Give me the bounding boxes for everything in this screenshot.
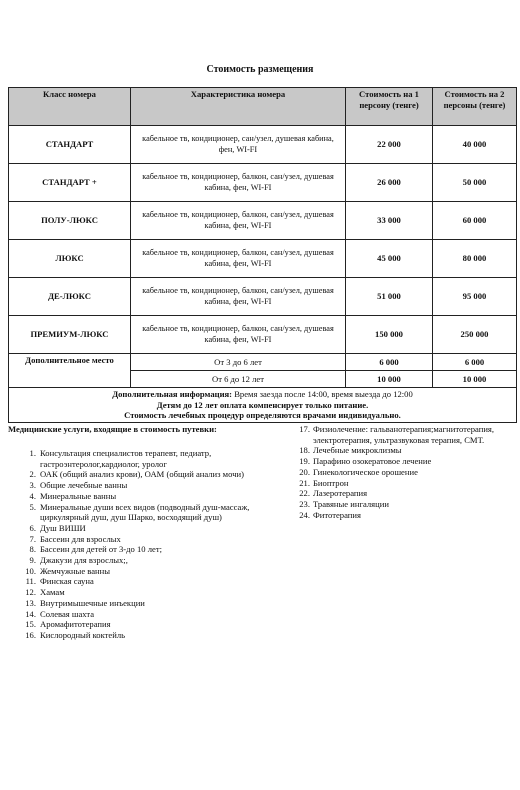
table-row-extra (9, 354, 517, 371)
item-text: ОАК (общий анализ крови), ОАМ (общий анализ мочи) (40, 469, 244, 480)
list-item (296, 424, 516, 445)
item-number: 3. (29, 480, 36, 491)
list-item (296, 510, 516, 521)
list-item (18, 609, 268, 620)
list-item (296, 456, 516, 467)
item-number: 9. (29, 555, 36, 566)
list-item (18, 576, 268, 587)
services-list-right (296, 424, 516, 520)
price-two: 60 000 (433, 202, 517, 240)
room-class: СТАНДАРТ + (9, 164, 131, 202)
table-row (9, 202, 517, 240)
extra-age: От 3 до 6 лет (131, 354, 346, 371)
item-number: 17. (299, 424, 310, 434)
room-features: кабельное тв, кондиционер, балкон, сан/узел, душевая кабина, фен, WI-FI (131, 202, 346, 240)
item-text: Бассеин для детей от 3-до 10 лет; (40, 544, 162, 555)
header-class: Класс номера (9, 88, 131, 126)
info-label: Дополнительная информация: (112, 389, 233, 399)
list-item (18, 448, 268, 469)
item-number: 15. (25, 619, 36, 630)
services-list-left (18, 448, 268, 641)
item-number: 12. (25, 587, 36, 598)
item-text: Фитотерапия (313, 509, 361, 520)
item-text: Аромафитотерапия (40, 619, 111, 630)
item-text: Финская сауна (40, 576, 94, 587)
extra-age: От 6 до 12 лет (131, 371, 346, 388)
room-features: кабельное тв, кондиционер, балкон, сан/узел, душевая кабина, фен, WI-FI (131, 240, 346, 278)
item-text: Бассеин для взрослых (40, 533, 121, 544)
item-text: Лазеротерапия (313, 488, 368, 499)
price-two: 250 000 (433, 316, 517, 354)
header-price-1: Стоимость на 1 персону (тенге) (346, 88, 433, 126)
item-number: 21. (299, 477, 310, 488)
list-item (18, 480, 268, 491)
list-item (18, 619, 268, 630)
table-row (9, 278, 517, 316)
header-features: Характеристика номера (131, 88, 346, 126)
item-text: Жемчужные ванны (40, 565, 111, 576)
room-class: ПРЕМИУМ-ЛЮКС (9, 316, 131, 354)
item-number: 24. (299, 509, 310, 520)
info-line-2: Детям до 12 лет оплата компенсирует только питание. (156, 399, 369, 410)
list-item (18, 566, 268, 577)
item-number: 20. (299, 466, 310, 477)
info-row (9, 388, 517, 423)
item-text: Хамам (40, 587, 65, 598)
services-heading: Медицинские услуги, входящие в стоимость путевки: (8, 424, 217, 434)
page-title: Стоимость размещения (206, 64, 314, 75)
room-class: ДЕ-ЛЮКС (9, 278, 131, 316)
room-features: кабельное тв, кондиционер, балкон, сан/узел, душевая кабина, фен, WI-FI (131, 278, 346, 316)
list-item (18, 491, 268, 502)
price-one: 26 000 (346, 164, 433, 202)
extra-price-one: 10 000 (346, 371, 433, 388)
item-number: 8. (29, 544, 36, 555)
price-table (8, 87, 517, 423)
list-item (18, 523, 268, 534)
item-text: Биоптрон (313, 477, 349, 488)
price-one: 45 000 (346, 240, 433, 278)
room-features: кабельное тв, кондиционер, балкон, сан/узел, душевая кабина, фен, WI-FI (131, 164, 346, 202)
item-text: Солевая шахта (40, 608, 95, 619)
item-number: 7. (29, 533, 36, 544)
item-number: 5. (29, 501, 36, 512)
price-one: 51 000 (346, 278, 433, 316)
item-text: Парафино озокератовое лечение (313, 456, 432, 467)
list-item (18, 469, 268, 480)
item-number: 22. (299, 488, 310, 499)
list-item (18, 630, 268, 641)
list-item (18, 534, 268, 545)
list-item (296, 499, 516, 510)
item-number: 18. (299, 445, 310, 456)
item-text: Внутримышечные инъекции (40, 597, 145, 608)
item-text: Кислородный коктейль (40, 629, 126, 640)
item-number: 6. (29, 522, 36, 533)
list-item (296, 445, 516, 456)
item-number: 23. (299, 498, 310, 509)
room-class: СТАНДАРТ (9, 126, 131, 164)
extra-price-one: 6 000 (346, 354, 433, 371)
price-one: 150 000 (346, 316, 433, 354)
item-text: Минеральные ванны (40, 490, 117, 501)
room-class: ПОЛУ-ЛЮКС (9, 202, 131, 240)
price-two: 80 000 (433, 240, 517, 278)
item-text: Лечебные микроклизмы (313, 445, 402, 456)
list-item (18, 502, 268, 523)
list-item (296, 488, 516, 499)
info-cell (9, 388, 517, 423)
item-text: Травяные ингаляции (313, 498, 389, 509)
item-number: 2. (29, 469, 36, 480)
list-item (296, 478, 516, 489)
item-text: Консультация специалистов терапевт, педиатр, гастроэнтеролог,кардиолог, уролог (40, 448, 212, 469)
item-number: 1. (29, 448, 36, 458)
item-text: Физиолечение: гальванотерапия;магнитотерапия, электротерапия, ультразвуковая терапия, СМТ. (313, 424, 495, 445)
item-number: 16. (25, 629, 36, 640)
item-text: Джакузи для взрослых;, (40, 555, 128, 566)
room-features: кабельное тв, кондиционер, балкон, сан/узел, душевая кабина, фен, WI-FI (131, 316, 346, 354)
info-line-1 (12, 389, 513, 400)
item-text: Минеральные души всех видов (подводный душ-массаж, циркулярный душ, душ Шарко, восходящий душ) (40, 501, 250, 523)
table-row (9, 316, 517, 354)
list-item (18, 598, 268, 609)
item-number: 14. (25, 608, 36, 619)
price-two: 40 000 (433, 126, 517, 164)
price-one: 33 000 (346, 202, 433, 240)
table-row (9, 164, 517, 202)
table-row (9, 240, 517, 278)
extra-price-two: 10 000 (433, 371, 517, 388)
item-number: 4. (29, 490, 36, 501)
info-text: Время заезда после 14:00, время выезда до 12:00 (234, 389, 413, 399)
extra-price-two: 6 000 (433, 354, 517, 371)
header-price-2: Стоимость на 2 персоны (тенге) (433, 88, 517, 126)
list-item (18, 587, 268, 598)
list-item (18, 544, 268, 555)
table-header-row (9, 88, 517, 126)
item-text: Общие лечебные ванны (40, 480, 128, 491)
table-row (9, 126, 517, 164)
item-number: 19. (299, 456, 310, 467)
item-number: 13. (25, 597, 36, 608)
item-number: 11. (25, 576, 36, 587)
price-two: 50 000 (433, 164, 517, 202)
info-line-3: Стоимость лечебных процедур определяются врачами индивидуально. (124, 410, 401, 421)
price-one: 22 000 (346, 126, 433, 164)
room-features: кабельное тв, кондиционер, сан/узел, душевая кабина, фен, WI-FI (131, 126, 346, 164)
list-item (296, 467, 516, 478)
price-two: 95 000 (433, 278, 517, 316)
item-text: Гинекологическое орошение (313, 466, 418, 477)
item-number: 10. (25, 565, 36, 576)
item-text: Душ ВИШИ (40, 522, 86, 533)
extra-place-label: Дополнительное место (9, 354, 131, 388)
list-item (18, 555, 268, 566)
room-class: ЛЮКС (9, 240, 131, 278)
